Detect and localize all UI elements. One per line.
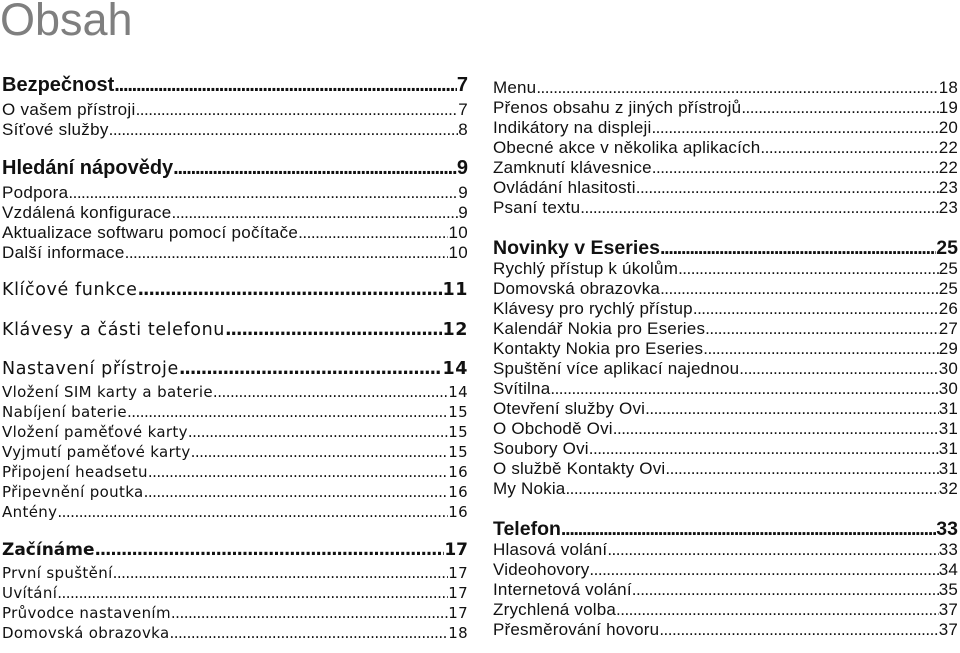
- toc-entry-page-number: 31: [938, 439, 958, 458]
- toc-entry-title: Indikátory na displeji: [493, 118, 652, 137]
- toc-entry[interactable]: [493, 620, 958, 640]
- toc-entry-page-number: 7: [458, 100, 468, 119]
- toc-entry-page-number: 18: [448, 623, 468, 642]
- toc-entry[interactable]: [2, 120, 468, 140]
- toc-entry-title: Ovládání hlasitosti: [493, 178, 636, 197]
- toc-entry[interactable]: [493, 339, 958, 359]
- toc-entry-page-number: 23: [938, 178, 958, 197]
- toc-heading-page-number: 7: [456, 74, 468, 96]
- toc-entry[interactable]: [493, 359, 958, 379]
- toc-entry-title: Otevření služby Ovi: [493, 399, 646, 418]
- toc-entry[interactable]: [493, 78, 958, 98]
- toc-section: [493, 78, 958, 218]
- toc-entry-page-number: 31: [938, 419, 958, 438]
- dot-leader: [550, 379, 938, 399]
- toc-entry-list: [2, 563, 468, 643]
- toc-heading-title: Začínáme: [2, 539, 95, 560]
- toc-entry-page-number: 37: [938, 620, 958, 639]
- toc-entry-title: O Obchodě Ovi: [493, 419, 613, 438]
- toc-entry-page-number: 29: [938, 339, 958, 358]
- dot-leader: [660, 237, 936, 259]
- toc-entry-title: O službě Kontakty Ovi: [493, 459, 666, 478]
- dot-leader: [57, 502, 448, 522]
- dot-leader: [705, 319, 939, 339]
- dot-leader: [613, 419, 939, 439]
- dot-leader: [693, 299, 939, 319]
- toc-heading-title: Klávesy a části telefonu: [2, 319, 225, 340]
- toc-entry[interactable]: [493, 158, 958, 178]
- toc-entry-title: Průvodce nastavením: [2, 603, 171, 622]
- toc-entry-title: Klávesy pro rychlý přístup: [493, 299, 693, 318]
- toc-entry[interactable]: [493, 419, 958, 439]
- dot-leader: [137, 278, 442, 302]
- toc-heading-title: Hledání nápovědy: [2, 156, 174, 179]
- toc-section: [2, 318, 468, 342]
- toc-entry[interactable]: [2, 223, 468, 243]
- dot-leader: [636, 178, 939, 198]
- toc-entry[interactable]: [493, 319, 958, 339]
- toc-entry-page-number: 16: [448, 503, 468, 521]
- toc-entry[interactable]: [493, 459, 958, 479]
- toc-entry-page-number: 15: [448, 403, 468, 421]
- toc-entry-page-number: 19: [938, 98, 958, 117]
- toc-section: [493, 518, 958, 640]
- toc-entry-page-number: 22: [938, 158, 958, 177]
- toc-heading-page-number: 14: [442, 359, 468, 379]
- toc-entry[interactable]: [2, 402, 468, 422]
- toc-entry-title: Přenos obsahu z jiných přístrojů: [493, 98, 742, 117]
- toc-entry-title: Uvítání: [2, 583, 58, 602]
- dot-leader: [179, 357, 443, 381]
- toc-entry-list: [2, 382, 468, 522]
- toc-entry-page-number: 14: [448, 383, 468, 401]
- toc-entry[interactable]: [493, 479, 958, 499]
- toc-heading-page-number: 11: [442, 280, 468, 300]
- toc-entry-title: Aktualizace softwaru pomocí počítače: [2, 222, 299, 242]
- toc-entry-page-number: 30: [938, 359, 958, 378]
- dot-leader: [127, 402, 448, 422]
- dot-leader: [57, 583, 448, 603]
- toc-right-column: [493, 78, 958, 640]
- toc-entry-page-number: 26: [938, 299, 958, 318]
- dot-leader: [607, 540, 938, 560]
- toc-entry-title: Hlasová volání: [493, 540, 608, 559]
- toc-entry-title: Internetová volání: [493, 580, 632, 599]
- dot-leader: [95, 538, 445, 562]
- dot-leader: [298, 223, 448, 243]
- toc-entry-page-number: 22: [938, 138, 958, 157]
- dot-leader: [651, 118, 938, 138]
- toc-entry[interactable]: [493, 118, 958, 138]
- toc-entry-title: Připevnění poutka: [2, 483, 144, 501]
- page-title: Obsah: [0, 0, 133, 45]
- toc-section: [2, 278, 468, 302]
- dot-leader: [113, 563, 449, 583]
- toc-entry-title: Vložení SIM karty a baterie: [2, 383, 213, 401]
- dot-leader: [616, 600, 939, 620]
- toc-section: [2, 538, 468, 643]
- toc-heading[interactable]: [493, 237, 958, 259]
- dot-leader: [536, 78, 938, 98]
- dot-leader: [148, 462, 448, 482]
- toc-entry[interactable]: [2, 502, 468, 522]
- toc-section: [2, 73, 468, 140]
- toc-entry-title: Vyjmutí paměťové karty: [2, 443, 191, 461]
- dot-leader: [172, 203, 459, 223]
- toc-entry-list: [2, 100, 468, 140]
- toc-entry-page-number: 25: [938, 259, 958, 278]
- dot-leader: [68, 183, 458, 203]
- dot-leader: [760, 138, 938, 158]
- toc-entry-title: Vzdálená konfigurace: [2, 202, 172, 222]
- toc-entry[interactable]: [493, 299, 958, 319]
- toc-entry-title: O vašem přístroji: [2, 100, 136, 119]
- toc-entry-title: Kontakty Nokia pro Eseries: [493, 339, 704, 358]
- toc-entry-page-number: 23: [938, 198, 958, 217]
- toc-entry[interactable]: [493, 439, 958, 459]
- dot-leader: [144, 482, 449, 502]
- toc-entry-list: [493, 540, 958, 640]
- toc-heading-page-number: 25: [936, 237, 958, 259]
- toc-entry-page-number: 31: [938, 459, 958, 478]
- toc-entry[interactable]: [493, 399, 958, 419]
- dot-leader: [109, 120, 459, 140]
- toc-entry-page-number: 17: [448, 563, 468, 582]
- toc-entry-title: Spuštění více aplikací najednou: [493, 359, 740, 378]
- toc-entry[interactable]: [2, 100, 468, 120]
- toc-entry[interactable]: [2, 623, 468, 643]
- toc-heading[interactable]: [2, 538, 468, 562]
- dot-leader: [660, 279, 939, 299]
- dot-leader: [589, 560, 938, 580]
- toc-entry-page-number: 34: [938, 560, 958, 579]
- toc-entry-page-number: 9: [458, 182, 468, 202]
- toc-entry-list: [493, 78, 958, 218]
- toc-entry-page-number: 35: [938, 580, 958, 599]
- toc-entry-title: Další informace: [2, 242, 125, 262]
- dot-leader: [632, 580, 939, 600]
- dot-leader: [561, 518, 936, 540]
- dot-leader: [173, 156, 457, 180]
- toc-entry-title: Nabíjení baterie: [2, 403, 127, 421]
- toc-entry-page-number: 31: [938, 399, 958, 418]
- toc-entry[interactable]: [2, 203, 468, 223]
- toc-entry-title: Domovská obrazovka: [2, 623, 170, 642]
- dot-leader: [659, 620, 938, 640]
- toc-entry[interactable]: [2, 382, 468, 402]
- toc-heading[interactable]: [2, 357, 468, 381]
- dot-leader: [703, 339, 938, 359]
- toc-entry[interactable]: [2, 442, 468, 462]
- toc-entry-title: Psaní textu: [493, 198, 581, 217]
- toc-entry-title: První spuštění: [2, 563, 113, 582]
- toc-entry-title: Síťové služby: [2, 120, 109, 139]
- toc-entry-title: Menu: [493, 78, 537, 97]
- toc-entry-page-number: 15: [448, 423, 468, 441]
- toc-entry-title: Přesměrování hovoru: [493, 620, 660, 639]
- toc-entry[interactable]: [493, 198, 958, 218]
- dot-leader: [678, 259, 939, 279]
- dot-leader: [741, 98, 938, 118]
- toc-entry-title: Domovská obrazovka: [493, 279, 661, 298]
- toc-heading-page-number: 17: [444, 539, 468, 560]
- toc-heading-page-number: 12: [442, 319, 468, 340]
- toc-entry-page-number: 20: [938, 118, 958, 137]
- toc-entry-page-number: 37: [938, 600, 958, 619]
- toc-entry-title: Svítilna: [493, 379, 551, 398]
- toc-heading-page-number: 9: [456, 156, 468, 179]
- toc-entry-page-number: 16: [448, 483, 468, 501]
- dot-leader: [170, 623, 449, 643]
- toc-entry[interactable]: [2, 583, 468, 603]
- toc-heading[interactable]: [2, 278, 468, 302]
- dot-leader: [171, 603, 448, 623]
- toc-entry-page-number: 16: [448, 463, 468, 481]
- toc-entry-title: Připojení headsetu: [2, 463, 148, 481]
- toc-entry-page-number: 15: [448, 443, 468, 461]
- toc-entry-page-number: 30: [938, 379, 958, 398]
- toc-heading-title: Nastavení přístroje: [2, 359, 179, 379]
- toc-entry[interactable]: [2, 603, 468, 623]
- dot-leader: [739, 359, 938, 379]
- toc-heading-title: Klíčové funkce: [2, 280, 138, 300]
- toc-left-column: [2, 73, 468, 643]
- dot-leader: [645, 399, 939, 419]
- toc-entry-page-number: 32: [938, 479, 958, 498]
- toc-entry-page-number: 17: [448, 603, 468, 622]
- toc-heading-title: Novinky v Eseries: [493, 237, 660, 259]
- dot-leader: [225, 318, 442, 342]
- toc-heading[interactable]: [2, 156, 468, 180]
- toc-entry-page-number: 10: [448, 242, 468, 262]
- dot-leader: [191, 442, 449, 462]
- toc-section: [493, 237, 958, 499]
- toc-entry[interactable]: [493, 279, 958, 299]
- toc-heading[interactable]: [2, 318, 468, 342]
- toc-entry-page-number: 9: [458, 202, 468, 222]
- dot-leader: [188, 422, 448, 442]
- toc-section: [2, 156, 468, 263]
- toc-heading-page-number: 33: [936, 518, 958, 540]
- toc-entry-title: Zamknutí klávesnice: [493, 158, 652, 177]
- dot-leader: [136, 100, 459, 120]
- toc-entry[interactable]: [2, 422, 468, 442]
- toc-entry-page-number: 27: [938, 319, 958, 338]
- toc-entry[interactable]: [493, 580, 958, 600]
- toc-entry[interactable]: [493, 178, 958, 198]
- dot-leader: [213, 382, 448, 402]
- toc-entry-title: Obecné akce v několika aplikacích: [493, 138, 761, 157]
- toc-entry-page-number: 17: [448, 583, 468, 602]
- toc-entry-title: Zrychlená volba: [493, 600, 617, 619]
- toc-entry-page-number: 33: [938, 540, 958, 559]
- toc-entry-title: Soubory Ovi: [493, 439, 589, 458]
- toc-entry-page-number: 8: [458, 120, 468, 139]
- toc-entry[interactable]: [2, 482, 468, 502]
- dot-leader: [652, 158, 939, 178]
- toc-entry-list: [2, 183, 468, 263]
- dot-leader: [565, 479, 938, 499]
- toc-heading[interactable]: [2, 73, 468, 97]
- toc-entry[interactable]: [493, 560, 958, 580]
- toc-entry-title: My Nokia: [493, 479, 566, 498]
- toc-entry[interactable]: [493, 379, 958, 399]
- toc-section: [2, 357, 468, 522]
- toc-entry-page-number: 18: [938, 78, 958, 97]
- toc-heading[interactable]: [493, 518, 958, 540]
- toc-entry[interactable]: [2, 183, 468, 203]
- toc-entry-title: Vložení paměťové karty: [2, 423, 188, 441]
- toc-entry-list: [493, 259, 958, 499]
- toc-entry[interactable]: [2, 563, 468, 583]
- toc-entry-title: Antény: [2, 503, 58, 521]
- dot-leader: [589, 439, 939, 459]
- toc-entry-title: Videohovory: [493, 560, 590, 579]
- toc-heading-title: Bezpečnost: [2, 74, 115, 96]
- toc-entry-title: Rychlý přístup k úkolům: [493, 259, 679, 278]
- toc-entry[interactable]: [493, 259, 958, 279]
- toc-entry[interactable]: [493, 540, 958, 560]
- dot-leader: [665, 459, 938, 479]
- dot-leader: [114, 73, 457, 97]
- toc-entry[interactable]: [2, 243, 468, 263]
- dot-leader: [125, 243, 449, 263]
- dot-leader: [580, 198, 938, 218]
- toc-entry[interactable]: [2, 462, 468, 482]
- toc-entry[interactable]: [493, 98, 958, 118]
- toc-heading-title: Telefon: [493, 518, 561, 540]
- toc-entry-title: Podpora: [2, 182, 69, 202]
- toc-entry-page-number: 10: [448, 222, 468, 242]
- toc-entry[interactable]: [493, 138, 958, 158]
- toc-entry[interactable]: [493, 600, 958, 620]
- toc-entry-title: Kalendář Nokia pro Eseries: [493, 319, 706, 338]
- toc-entry-page-number: 25: [938, 279, 958, 298]
